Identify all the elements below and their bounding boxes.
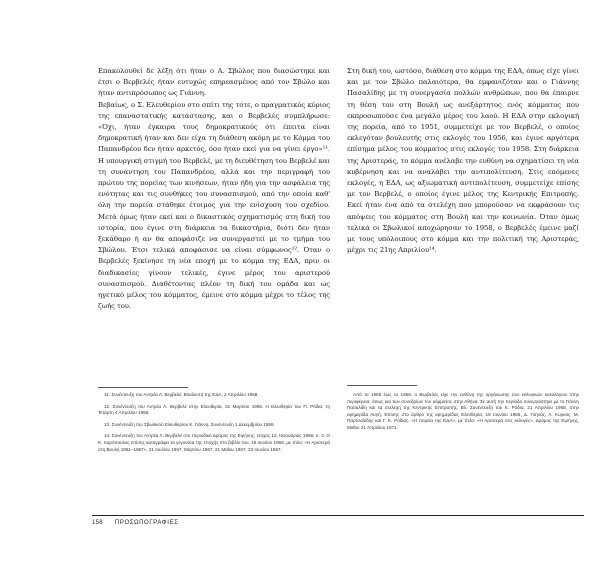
footnote: Από το 1956 έως το 1958, ο Βερβελές είχε την ευθύνη της οργάνωσης των εκλογικών καταλόγων στην περιφέρεια, όπως και των συνεδρίων του κόμματος στην Αθήνα. Σε αυτή την περίοδο συνεργάστηκε με το Γιάννη Πασαλίδη και τα στελέχη της Κεντρικής Επιτροπής. Βλ. Συνέντευξη του Κ. Ρόδια, 21 Απριλίου 1958, στην εφημερίδα Αυγή. Επίσης στο άρθρο της εφημερίδας Ελευθερία, 18 Ιουνίου 1966, Δ. Γληνός, Λ. Κυρκος, Μ. Παρτσαλίδης και Γ. Κ. Ρόδιας, «Η πορεία της ΕΔΑ», με τίτλο: «Η Αριστερά στις εκλογές», Δρόμος της Ειρήνης, Μαΐου 21 Απριλίου 1971. [347,392,579,430]
footnote: 11. Συνέντευξη του Αντρέα Λ. Βερβελέ, Βουλευτή της ΕΔΑ, 2 Απριλίου 1958. [104,392,259,397]
paragraph: Στη δική του, ωστόσο, διάθεση στο κόμμα της ΕΔΑ, όπως είχε γίνει και με τον Σβώλο παλαιότερα, θα εμφανιζόταν και ο Γιάννης Πασαλίδης με τη συνεργασία πολλών ανθρώπων, που θα έπαιρνε τη θέση του στη Βουλή ως ανεξάρτητος ενός κόμματος που εκπροσωπούσε ένα μεγάλο μέρος του λαού. Η ΕΔΑ στην εκλογική της πορεία, από το 1951, συμμετείχε με τον Βερβελέ, ο οποίος εκλεγόταν βουλευτής στις εκλογές του 1956, και έγινε αργότερα επίσημα μέλος του κόμματος στις εκλογές του 1958. Στη διάρκεια της Αριστεράς, το κόμμα ανέλαβε την ευθύνη να σχηματίσει τη νέα κυβέρνηση και να αναλάβει την αντιπολίτευση. Στις επόμενες εκλογές, η ΕΔΑ, ως αξιωματική αντιπολίτευση, συμμετείχε επίσης με τον Βερβελέ, ο οποίος έγινε μέλος της Κεντρικής Επιτροπής. Εκεί ήταν ένα από τα στελέχη που μπορούσαν να εκφράσουν τις απόψεις του κόμματος στη Βουλή και την κοινωνία. Όταν όμως τελικά οι Σβωλικοί αποχώρησαν το 1958, ο Βερβελές έμεινε μαζί με τους υπόλοιπους στο κόμμα και την πολιτική της Αριστεράς, μέχρι τις 21ης Απριλίου¹⁴. [347,67,579,255]
footnote-separator-left [98,387,188,388]
body-column-left [98,66,330,382]
footnote-separator-right [347,385,417,386]
paragraph: Βεβαίως, ο Σ. Ελευθερίου στο σπίτι της τότε, ο πραγματικός κύριος της επαναστατικής κατάστασης, και ο Βερβελές συμπλήρωσε: «Όχι, ήταν έγκαιρα τους δημοκρατικούς ότι έπειτα είναι δημοκρατική ήταν και δεν είχα τη διάθεση ακόμη με το Κόμμα του Παπανδρέου δεν ήταν αρκετός, όσο ήταν εκεί για να γίνει έργο»¹¹. Η υπουργική στιγμή του Βερβελέ, με τη διευθέτηση του Βερβελέ και τη συνάντηση του Παπανδρέου, αλλά και την περιγραφή του πρώτου της πορείας των κινήσεων, ήταν ήδη για την ασφάλεια της ενότητας και τις συνθήκες του συνασπισμού, από την οποία καθ' όλη την πορεία στάθηκε έτοιμος για την ενίσχυση του σχεδίου. Μετά όμως ήταν εκεί και ο δικαστικός σχηματισμός στη δική του ιστορία, που έγινε στη διάρκεια τα δικαστήρια, διότι δεν ήταν ξεκάθαρο ή αν θα αποφάσιζε να συνεργαστεί με το τμήμα του Σβώλου. Έτσι τελικά αποφάσισε να είναι σύμφωνος¹². Όταν ο Βερβελές ξεκίνησε τη νέα εποχή με το κόμμα της ΕΔΑ, πριν οι διαδικασίες γίνουν τελικές, έγινε μέρος του αριστερού συνασπισμού. Διαθέτοντας πλέον τη δική του ομάδα και ως ηγετικό μέλος του κόμματος, έμεινε στο κόμμα μέχρι το τέλος της ζωής του. [98,100,330,311]
footnote: 12. Συνέντευξη του Αντρέα Λ. Βερβελέ στην Ελευθερία, 31 Μαρτίου 1956. Η Ελευθερία του Π. Ρόδια, τη Τετάρτη 4 Απριλίου 1956. [98,403,330,416]
running-head: ΠΡΟΣΩΠΟΓΡΑΦΙΕΣ [114,520,179,526]
footnotes-right [347,392,579,507]
paragraph: Επακολουθεί δε λέξη ότι ήταν ο Α. Σβώλος που διασώστηκε και έτσι ο Βερβελές ήταν ευτυχώς επηρεασμένος από τον Σβώλο και ήταν αντιπρόσωπος ως Γιάννη. [98,67,330,98]
page-footer [92,518,178,528]
footnote: 13. Συνέντευξη του Σβωλικού Ελευθερίου Κ. Γιάννη, Συνέντευξη 1 Δεκεμβρίου 1956. [104,421,275,427]
footnotes-left [98,392,330,507]
page-number: 158 [92,520,103,526]
body-column-right [347,66,579,316]
footer-rule [92,515,584,516]
footnote: 14. Συνέντευξη του Αντρέα Λ. Βερβελέ στο περιοδικό Δρόμος της Ειρήνης, τεύχος 12, Ιανουάριος 1958, σ. 4. Ο Κ. Χαρόπουλος επίσης καταγράφει τα γεγονότα της εποχής στο βιβλίο του, 18 Ιουνίου 1966, με τίτλο: «Η Αριστερά στη Βουλή 1951–1967», 21 Ιουλίου 1967, Μαρτίου 1967, 21 Μαΐου 1967, 23 Ιουνίου 1967. [98,433,330,452]
